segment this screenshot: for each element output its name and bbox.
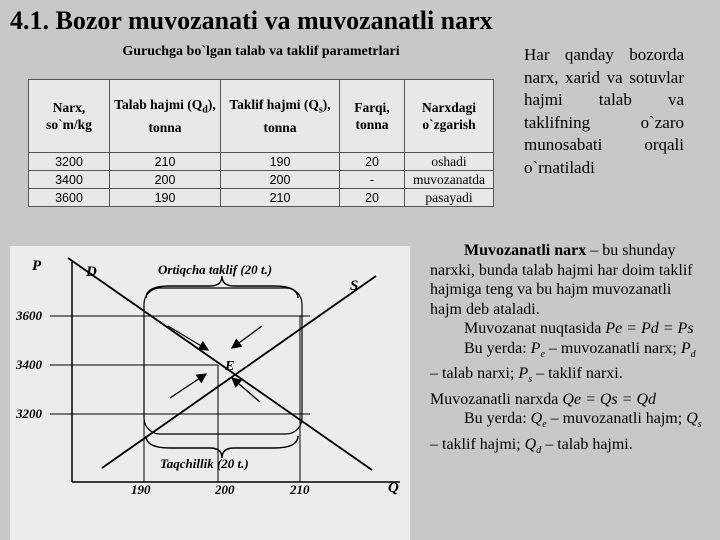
header-demand-b: ), xyxy=(207,97,216,113)
q-axis-label: Q xyxy=(388,480,399,496)
table-body xyxy=(29,153,494,207)
price-formula: Pe = Pd = Ps xyxy=(605,320,694,337)
definition-body: – bu shunday narxki, bunda talab hajmi har doim taklif hajmiga teng va bu hajm muvozanatli hajm deb ataladi. xyxy=(430,242,693,318)
cell-change: pasayadi xyxy=(405,189,494,207)
q-tick-200: 200 xyxy=(215,482,235,497)
supply-label: S xyxy=(350,278,359,294)
sym-qd: Q xyxy=(524,436,537,454)
header-demand-sub: d xyxy=(202,104,208,116)
sym-pe-sub: e xyxy=(540,348,545,360)
legend2-t1: – muvozanatli hajm; xyxy=(546,410,687,428)
demand-curve xyxy=(68,258,372,470)
sym-qd-sub: d xyxy=(536,445,542,457)
header-supply-a: Taklif hajmi (Q xyxy=(229,97,319,113)
cell-price: 3400 xyxy=(29,171,110,189)
legend2-lead: Bu yerda: xyxy=(464,410,531,428)
table-row xyxy=(29,171,494,189)
graph-svg xyxy=(10,246,410,540)
shortage-label: Taqchillik (20 t.) xyxy=(160,456,249,471)
cell-supply: 210 xyxy=(221,189,340,207)
p-tick-3200: 3200 xyxy=(16,406,42,421)
demand-label: D xyxy=(86,264,97,280)
table-caption: Guruchga bo`lgan talab va taklif parametrlari xyxy=(122,44,400,59)
sym-qe: Q xyxy=(530,410,543,428)
definition-paragraph xyxy=(430,241,702,319)
header-demand xyxy=(110,80,221,153)
gap-box xyxy=(144,288,302,434)
header-diff: Farqi, tonna xyxy=(340,80,405,153)
header-demand-unit: tonna xyxy=(148,119,182,135)
slide-title: 4.1. Bozor muvozanati va muvozanatli narx xyxy=(10,6,493,35)
definition-block xyxy=(430,241,702,461)
equilibrium-label: E xyxy=(225,359,235,374)
formula-intro: Muvozanat nuqtasida xyxy=(464,320,606,337)
sym-ps: P xyxy=(518,365,529,383)
legend1-t2: – talab narxi; xyxy=(430,365,519,383)
sym-pd-sub: d xyxy=(690,348,696,360)
cell-price: 3600 xyxy=(29,189,110,207)
parameters-table xyxy=(28,79,494,207)
cell-supply: 200 xyxy=(221,171,340,189)
q-tick-190: 190 xyxy=(131,482,151,497)
header-change: Narxdagi o`zgarish xyxy=(405,80,494,153)
supply-curve xyxy=(102,276,376,468)
definition-term: Muvozanatli narx xyxy=(464,242,587,259)
p-axis-label: P xyxy=(32,258,42,274)
table-row xyxy=(29,153,494,171)
cell-demand: 200 xyxy=(110,171,221,189)
cell-change: oshadi xyxy=(405,153,494,171)
header-supply xyxy=(221,80,340,153)
legend1-t3: – taklif narxi. Muvozanatli narxda xyxy=(430,365,623,408)
q-tick-210: 210 xyxy=(290,482,310,497)
equilibrium-graph xyxy=(10,246,410,540)
sym-qe-sub: e xyxy=(542,419,547,431)
formula-paragraph xyxy=(430,319,702,339)
legend1-t1: – muvozanatli narx; xyxy=(544,339,681,357)
cell-diff: 20 xyxy=(340,153,405,171)
cell-diff: 20 xyxy=(340,189,405,207)
sym-qs: Q xyxy=(686,410,698,428)
intro-paragraph: Har qanday bozorda narx, xarid va sotuvlar hajmi talab va taklifning o`zaro munosabati orqali o`rnatiladi xyxy=(524,45,684,177)
sym-ps-sub: s xyxy=(528,374,533,386)
header-supply-b: ), xyxy=(322,97,331,113)
sym-pe: P xyxy=(530,339,541,357)
header-supply-sub: s xyxy=(318,104,323,116)
arrow-down-right xyxy=(168,326,208,350)
table-header-row xyxy=(29,80,494,153)
quantity-legend-paragraph xyxy=(430,409,702,460)
header-supply-unit: tonna xyxy=(263,119,297,135)
legend2-t3: – talab hajmi. xyxy=(541,436,633,454)
arrow-up-right xyxy=(170,374,206,398)
legend1-lead: Bu yerda: xyxy=(464,339,531,357)
cell-price: 3200 xyxy=(29,153,110,171)
surplus-label: Ortiqcha taklif (20 t.) xyxy=(158,262,273,277)
cell-demand: 190 xyxy=(110,189,221,207)
sym-qs-sub: s xyxy=(697,419,702,431)
price-legend-paragraph xyxy=(430,339,702,410)
p-tick-3600: 3600 xyxy=(16,308,42,323)
cell-supply: 190 xyxy=(221,153,340,171)
quantity-formula: Qe = Qs = Qd xyxy=(562,390,656,408)
cell-diff: - xyxy=(340,171,405,189)
sym-pd: P xyxy=(680,339,691,357)
legend2-t2: – taklif hajmi; xyxy=(430,436,525,454)
arrow-down-left xyxy=(232,326,262,348)
header-demand-a: Talab hajmi (Q xyxy=(114,97,203,113)
header-price: Narx, so`m/kg xyxy=(29,80,110,153)
table-row xyxy=(29,189,494,207)
cell-change: muvozanatda xyxy=(405,171,494,189)
cell-demand: 210 xyxy=(110,153,221,171)
shortage-brace xyxy=(146,436,298,458)
surplus-brace xyxy=(146,276,298,298)
p-tick-3400: 3400 xyxy=(16,357,42,372)
